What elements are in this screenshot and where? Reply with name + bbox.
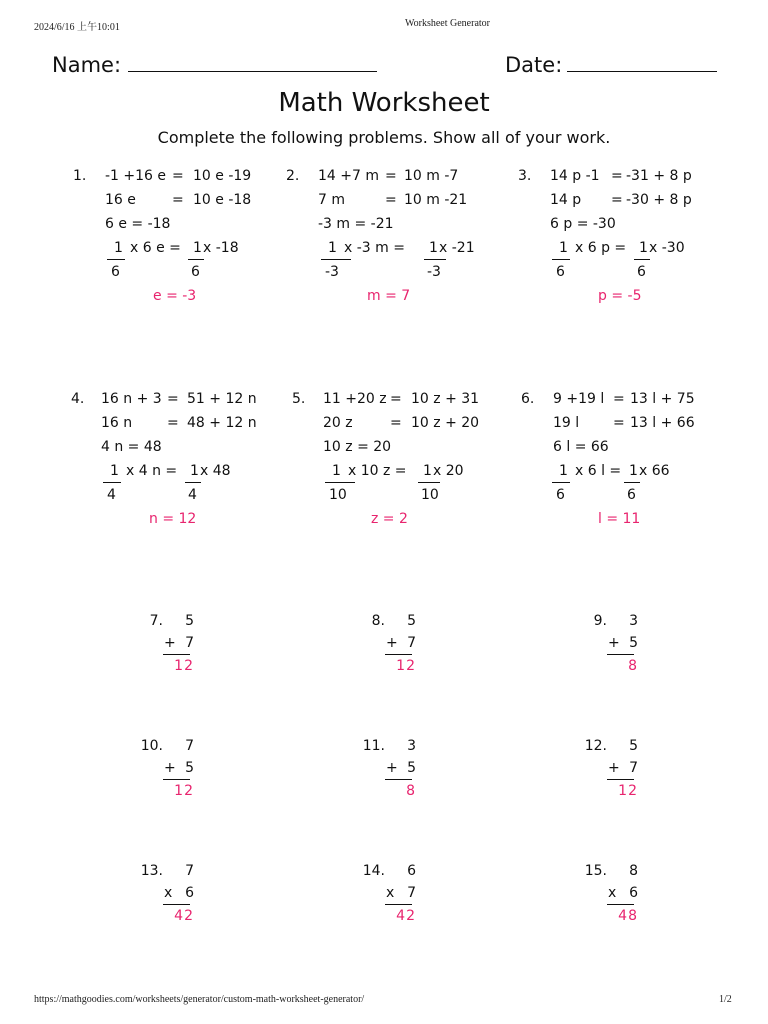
- simplified-step: -3 m = -21: [318, 216, 394, 232]
- step-left: 19 l: [553, 415, 580, 431]
- problem-number: 7.: [149, 613, 163, 629]
- equation-left: 9 +19 l: [553, 391, 605, 407]
- operator: +: [608, 760, 620, 776]
- sum-bar: [385, 654, 412, 655]
- fraction-operation: x 6 l =: [575, 463, 622, 479]
- top-operand: 3: [407, 738, 416, 754]
- sum-bar: [385, 779, 412, 780]
- equals-sign: =: [613, 415, 625, 431]
- equation-right: -31 + 8 p: [626, 168, 692, 184]
- fraction-numerator: 1: [190, 463, 199, 479]
- fraction-numerator: 1: [328, 240, 337, 256]
- sum-bar: [607, 654, 634, 655]
- fraction-numerator: 1: [429, 240, 438, 256]
- problem-number: 10.: [140, 738, 163, 754]
- operator: +: [608, 635, 620, 651]
- operator: x: [386, 885, 395, 901]
- step-left: 16 e: [105, 192, 136, 208]
- fraction-bar: [321, 259, 351, 260]
- fraction-numerator: 1: [559, 463, 568, 479]
- fraction-bar: [325, 482, 355, 483]
- step-right: 48 + 12 n: [187, 415, 257, 431]
- bottom-operand: 5: [407, 760, 416, 776]
- equation-right: 10 z + 31: [411, 391, 480, 407]
- simplified-step: 10 z = 20: [323, 439, 392, 455]
- fraction-bar: [103, 482, 121, 483]
- answer: m = 7: [367, 288, 411, 304]
- sum-bar: [163, 904, 190, 905]
- answer: p = -5: [598, 288, 642, 304]
- step-left: 16 n: [101, 415, 133, 431]
- fraction-operation: x 10 z =: [348, 463, 407, 479]
- fraction-denominator: 6: [556, 264, 565, 280]
- bottom-operand: 7: [629, 760, 638, 776]
- operator: +: [164, 635, 176, 651]
- operator: x: [164, 885, 173, 901]
- fraction-numerator: 1: [559, 240, 568, 256]
- fraction-bar: [552, 482, 570, 483]
- problem-number: 12.: [584, 738, 607, 754]
- problem-number: 13.: [140, 863, 163, 879]
- step-right: 10 z + 20: [411, 415, 480, 431]
- fraction-denominator: -3: [325, 264, 339, 280]
- answer: l = 11: [598, 511, 641, 527]
- step-left: 7 m: [318, 192, 345, 208]
- top-operand: 8: [629, 863, 638, 879]
- equals-sign: =: [390, 391, 402, 407]
- equals-sign: =: [172, 192, 184, 208]
- fraction-operation: x -30: [649, 240, 685, 256]
- operator: +: [386, 760, 398, 776]
- print-page-number: 1/2: [719, 994, 732, 1005]
- fraction-operation: x 20: [433, 463, 464, 479]
- equals-sign: =: [167, 391, 179, 407]
- equals-sign: =: [611, 168, 623, 184]
- print-timestamp: 2024/6/16 上午10:01: [34, 22, 120, 33]
- bottom-operand: 5: [629, 635, 638, 651]
- simplified-step: 6 l = 66: [553, 439, 609, 455]
- fraction-operation: x -3 m =: [344, 240, 405, 256]
- operator: +: [164, 760, 176, 776]
- fraction-numerator: 1: [193, 240, 202, 256]
- answer: n = 12: [149, 511, 197, 527]
- sum-bar: [607, 779, 634, 780]
- problem-number: 8.: [371, 613, 385, 629]
- fraction-denominator: -3: [427, 264, 441, 280]
- step-right: 10 m -21: [404, 192, 468, 208]
- fraction-numerator: 1: [639, 240, 648, 256]
- fraction-numerator: 1: [423, 463, 432, 479]
- fraction-denominator: 6: [627, 487, 636, 503]
- problem-number: 2.: [286, 168, 300, 184]
- fraction-denominator: 6: [556, 487, 565, 503]
- sum-bar: [163, 654, 190, 655]
- name-blank-line: [128, 71, 377, 72]
- step-right: 13 l + 66: [630, 415, 695, 431]
- bottom-operand: 5: [185, 760, 194, 776]
- equals-sign: =: [613, 391, 625, 407]
- fraction-bar: [552, 259, 570, 260]
- equation-left: 14 p -1: [550, 168, 600, 184]
- fraction-bar: [418, 482, 440, 483]
- step-right: -30 + 8 p: [626, 192, 692, 208]
- bottom-operand: 6: [629, 885, 638, 901]
- sum-bar: [163, 779, 190, 780]
- operator: +: [386, 635, 398, 651]
- date-label: Date:: [505, 53, 563, 77]
- bottom-operand: 7: [407, 635, 416, 651]
- problem-number: 5.: [292, 391, 306, 407]
- simplified-step: 4 n = 48: [101, 439, 162, 455]
- answer: 12: [396, 658, 416, 674]
- answer: 8: [628, 658, 638, 674]
- answer: 12: [618, 783, 638, 799]
- fraction-denominator: 6: [191, 264, 200, 280]
- fraction-operation: x -18: [203, 240, 239, 256]
- fraction-bar: [107, 259, 125, 260]
- fraction-operation: x 66: [639, 463, 670, 479]
- equation-left: 16 n + 3: [101, 391, 162, 407]
- fraction-operation: x 48: [200, 463, 231, 479]
- sum-bar: [607, 904, 634, 905]
- fraction-numerator: 1: [629, 463, 638, 479]
- fraction-denominator: 6: [111, 264, 120, 280]
- answer: 42: [396, 908, 416, 924]
- equation-left: 11 +20 z: [323, 391, 387, 407]
- step-left: 20 z: [323, 415, 353, 431]
- simplified-step: 6 e = -18: [105, 216, 171, 232]
- worksheet-instructions: Complete the following problems. Show all of your work.: [157, 128, 611, 147]
- step-right: 10 e -18: [193, 192, 252, 208]
- problem-number: 4.: [71, 391, 85, 407]
- name-label: Name:: [52, 53, 122, 77]
- fraction-numerator: 1: [114, 240, 123, 256]
- print-url: https://mathgoodies.com/worksheets/generator/custom-math-worksheet-generator/: [34, 994, 365, 1005]
- top-operand: 5: [185, 613, 194, 629]
- fraction-denominator: 4: [188, 487, 197, 503]
- step-left: 14 p: [550, 192, 582, 208]
- top-operand: 5: [629, 738, 638, 754]
- fraction-operation: x 4 n =: [126, 463, 178, 479]
- answer: e = -3: [153, 288, 197, 304]
- equation-left: -1 +16 e: [105, 168, 167, 184]
- problem-number: 6.: [521, 391, 535, 407]
- fraction-operation: x 6 e =: [130, 240, 181, 256]
- simplified-step: 6 p = -30: [550, 216, 616, 232]
- fraction-denominator: 4: [107, 487, 116, 503]
- equals-sign: =: [385, 192, 397, 208]
- bottom-operand: 6: [185, 885, 194, 901]
- equation-right: 13 l + 75: [630, 391, 695, 407]
- date-blank-line: [567, 71, 717, 72]
- problem-number: 11.: [362, 738, 385, 754]
- print-page-title: Worksheet Generator: [405, 18, 490, 29]
- fraction-denominator: 6: [637, 264, 646, 280]
- fraction-bar: [634, 259, 650, 260]
- top-operand: 7: [185, 863, 194, 879]
- answer: 8: [406, 783, 416, 799]
- fraction-bar: [188, 259, 204, 260]
- equals-sign: =: [167, 415, 179, 431]
- fraction-bar: [185, 482, 201, 483]
- fraction-denominator: 10: [421, 487, 439, 503]
- operator: x: [608, 885, 617, 901]
- sum-bar: [385, 904, 412, 905]
- answer: 12: [174, 783, 194, 799]
- fraction-bar: [624, 482, 640, 483]
- answer: 12: [174, 658, 194, 674]
- fraction-bar: [424, 259, 446, 260]
- bottom-operand: 7: [407, 885, 416, 901]
- problem-number: 14.: [362, 863, 385, 879]
- top-operand: 6: [407, 863, 416, 879]
- fraction-operation: x -21: [439, 240, 475, 256]
- answer: 42: [174, 908, 194, 924]
- fraction-numerator: 1: [332, 463, 341, 479]
- problem-number: 15.: [584, 863, 607, 879]
- worksheet-title: Math Worksheet: [278, 88, 490, 118]
- answer: z = 2: [371, 511, 408, 527]
- equation-right: 10 e -19: [193, 168, 252, 184]
- bottom-operand: 7: [185, 635, 194, 651]
- answer: 48: [618, 908, 638, 924]
- equals-sign: =: [390, 415, 402, 431]
- equals-sign: =: [385, 168, 397, 184]
- fraction-operation: x 6 p =: [575, 240, 627, 256]
- equals-sign: =: [172, 168, 184, 184]
- equation-right: 51 + 12 n: [187, 391, 257, 407]
- equation-right: 10 m -7: [404, 168, 459, 184]
- fraction-denominator: 10: [329, 487, 347, 503]
- fraction-numerator: 1: [110, 463, 119, 479]
- problem-number: 1.: [73, 168, 87, 184]
- top-operand: 7: [185, 738, 194, 754]
- problem-number: 9.: [593, 613, 607, 629]
- top-operand: 3: [629, 613, 638, 629]
- equals-sign: =: [611, 192, 623, 208]
- top-operand: 5: [407, 613, 416, 629]
- equation-left: 14 +7 m: [318, 168, 379, 184]
- problem-number: 3.: [518, 168, 532, 184]
